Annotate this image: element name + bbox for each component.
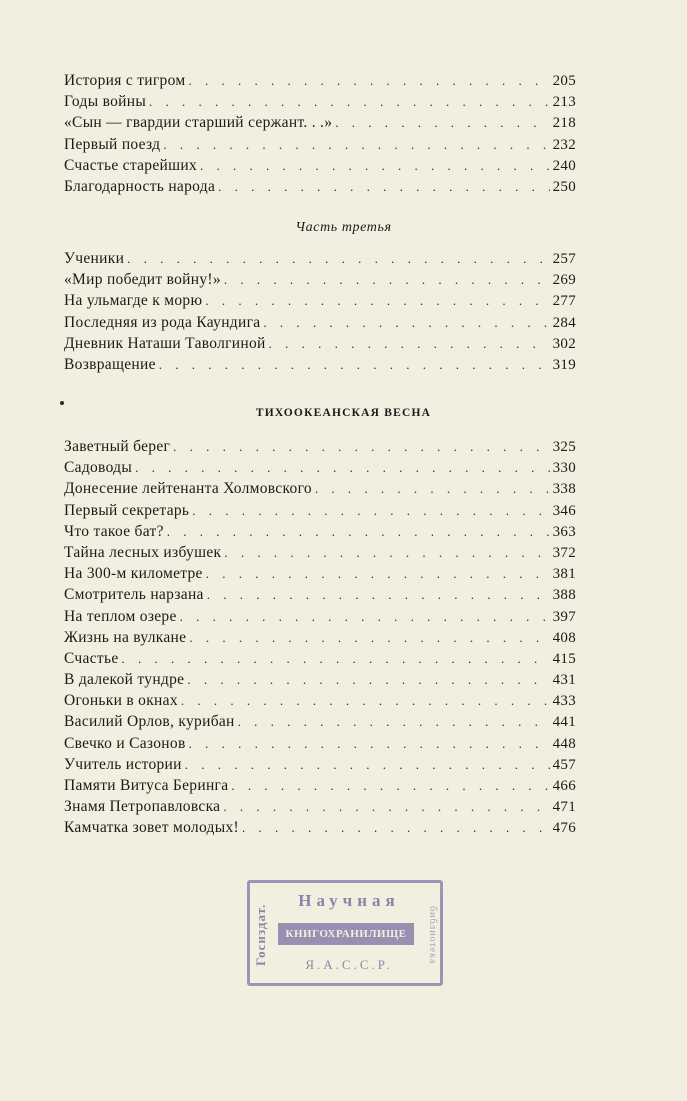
toc-entry [64,457,576,478]
toc-entry [64,669,576,690]
ink-dot [60,401,64,405]
toc-entry-title: Камчатка зовет молодых! [64,819,239,837]
leader-dots [180,606,550,627]
leader-dots [207,584,550,605]
toc-entry-title: Жизнь на вулкане [64,628,187,646]
toc-entry [64,733,576,754]
toc-entry-title: Тайна лесных избушек [64,543,222,561]
leader-dots [238,711,550,732]
leader-dots [231,775,549,796]
toc-entry-title: «Мир победит войну!» [64,271,221,289]
toc-entry-page: 269 [552,272,576,289]
toc-entry-title: Счастье [64,649,119,667]
toc-entry-title: Благодарность народа [64,177,216,195]
toc-entry [64,754,576,775]
toc-entry [64,648,576,669]
toc-entry-page: 381 [552,566,576,583]
leader-dots [242,817,550,838]
toc-entry-title: История с тигром [64,72,186,89]
leader-dots [335,112,549,133]
toc-entry [64,478,576,499]
toc-entry-page: 388 [552,587,576,604]
toc-entry-page: 457 [552,756,576,773]
toc-entry-title: На ульмагде к морю [64,292,203,310]
leader-dots [149,91,550,112]
leader-dots [135,457,550,478]
toc-entry-title: Дневник Наташи Таволгиной [64,334,266,352]
toc-entry [64,711,576,732]
leader-dots [205,290,549,311]
toc-entry-page: 302 [552,335,576,352]
leader-dots [122,648,550,669]
toc-entry-page: 240 [552,157,576,174]
toc-entry [64,584,576,605]
toc-entry-page: 257 [552,251,576,267]
stamp-right-text: библиотека [427,905,438,965]
toc-entry [64,542,576,563]
toc-entry-title: Учитель истории [64,755,182,773]
leader-dots [185,754,550,775]
toc-entry-page: 363 [552,523,576,540]
toc-entry-page: 218 [552,115,576,132]
toc-entry-title: Ученики [64,250,125,267]
toc-entry-page: 277 [552,293,576,310]
leader-dots [167,521,550,542]
toc-entry-title: Василий Орлов, курибан [64,713,235,731]
leader-dots [181,690,550,711]
toc-entry-page: 476 [552,820,576,837]
toc-section-2 [64,248,576,375]
toc-entry-title: Свечко и Сазонов [64,734,186,752]
leader-dots [224,542,549,563]
toc-entry [64,269,576,290]
toc-entry-page: 213 [552,94,576,111]
toc-entry [64,176,576,197]
toc-entry [64,312,576,333]
leader-dots [163,134,549,155]
leader-dots [218,176,549,197]
toc-entry [64,817,576,838]
leader-dots [269,333,550,354]
toc-entry-page: 448 [552,735,576,752]
toc-entry [64,70,576,91]
toc-entry-page: 471 [552,799,576,816]
toc-entry-title: Годы войны [64,93,147,111]
stamp-line-2: КНИГОХРАНИЛИЩЕ [278,923,414,945]
toc-entry-page: 330 [552,460,576,477]
leader-dots [187,669,549,690]
toc-entry-title: Первый секретарь [64,501,190,519]
toc-entry [64,500,576,521]
toc-entry-title: Садоводы [64,459,133,477]
toc-entry-title: Огоньки в окнах [64,692,178,710]
toc-entry-title: Смотритель нарзана [64,586,204,604]
toc-entry-page: 338 [552,481,576,498]
toc-entry-page: 284 [552,314,576,331]
leader-dots [159,354,550,375]
leader-dots [206,563,550,584]
stamp-line-1: Научная [298,891,400,910]
toc-entry-page: 466 [552,778,576,794]
leader-dots [315,478,550,499]
toc-entry [64,627,576,648]
toc-entry-title: На теплом озере [64,607,177,625]
leader-dots [224,269,550,290]
toc-entry [64,775,576,796]
toc-entry [64,333,576,354]
toc-entry-page: 431 [552,672,576,689]
toc-entry-title: На 300-м километре [64,565,203,583]
toc-entry [64,134,576,155]
toc-entry [64,290,576,311]
toc-entry [64,436,576,457]
toc-entry-title: Заветный берег [64,438,171,455]
toc-section-3 [64,436,576,839]
toc-entry-page: 319 [552,356,576,373]
toc-entry-page: 346 [552,502,576,519]
leader-dots [223,796,549,817]
toc-entry-page: 397 [552,608,576,625]
toc-entry-page: 250 [552,178,576,195]
toc-entry [64,248,576,269]
stamp-line-3: Я.А.С.С.Р. [305,957,393,972]
toc-entry-page: 441 [552,714,576,731]
leader-dots [192,500,549,521]
toc-entry-page: 415 [552,650,576,667]
leader-dots [173,436,549,457]
toc-entry [64,354,576,375]
toc-entry-title: Возвращение [64,355,156,373]
toc-entry [64,796,576,817]
toc-entry-title: Счастье старейших [64,156,198,174]
toc-entry [64,606,576,627]
leader-dots [200,155,550,176]
library-stamp [247,880,443,986]
toc-entry-title: Памяти Витуса Беринга [64,777,229,794]
toc-entry-page: 205 [552,73,576,89]
toc-entry-title: Донесение лейтенанта Холмовского [64,480,312,498]
section-heading: ТИХООКЕАНСКАЯ ВЕСНА [255,407,432,419]
toc-entry-title: Первый поезд [64,135,161,153]
stamp-left-text: Госиздат. [253,903,268,967]
toc-entry-page: 325 [552,439,576,455]
toc-entry [64,563,576,584]
part-three-heading: Часть третья [295,220,392,235]
leader-dots [188,70,549,91]
leader-dots [189,733,550,754]
toc-entry-title: Что такое бат? [64,522,164,540]
toc-entry [64,112,576,133]
leader-dots [189,627,549,648]
toc-entry [64,91,576,112]
toc-entry-page: 232 [552,136,576,153]
toc-entry-page: 408 [552,629,576,646]
toc-entry-title: Знамя Петропавловска [64,798,221,816]
toc-entry-title: Последняя из рода Каундига [64,313,261,331]
toc-entry [64,521,576,542]
toc-entry-title: В далекой тундре [64,671,185,689]
toc-entry [64,155,576,176]
toc-entry-page: 433 [552,693,576,710]
toc-entry-page: 372 [552,544,576,561]
toc-entry-title: «Сын — гвардии старший сержант. . .» [64,114,333,132]
leader-dots [127,248,549,269]
leader-dots [263,312,549,333]
toc-entry [64,690,576,711]
toc-section-1 [64,70,576,197]
